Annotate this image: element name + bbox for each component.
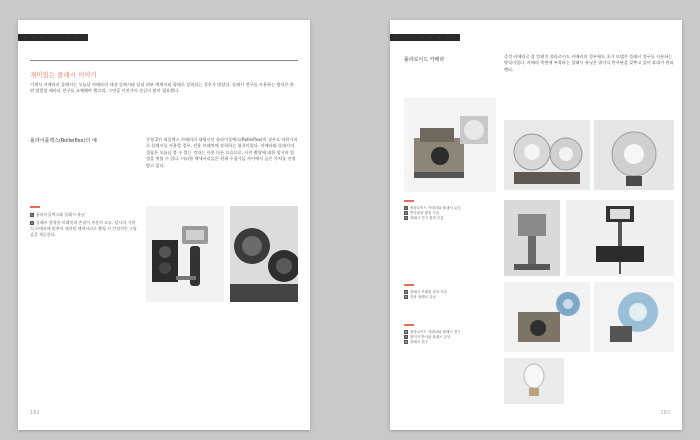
bracket-illustration (504, 200, 560, 276)
caption-bottom-number-7: 7 (405, 335, 407, 340)
flash-bulb-illustration (594, 120, 674, 190)
photo-flash-bulb (594, 120, 674, 190)
section-body: 중형 2안 리플렉스 카메라의 대명사인 롤라이플렉스(Rolleiflex)의 경우도 마찬가지로 플래시를 사용할 경우, 전용 브래킷에 장착하는 형식이었다. 카메라와 플래시의 결합은 오늘날 볼 수 있는 것과는 사뭇 다른 모습으로, 사진 촬영에 대한 당시의 열정을 엿볼 수 있다. 이러한 액세서리들은 현재 수집가들 사이에서 높은 가치를 인정받고 있다. (146, 137, 298, 168)
intro-text: 기계식 카메라의 플래시는 오늘날 카메라의 내장 플래시와 달리 외부 액세서리 형태로 장착되는 경우가 많았다. 플래시 전구를 사용하는 방식은 한 번 발광할 때마다 전구를 교체해야 했으며, 그만큼 사진가의 손길이 많이 필요했다. (30, 82, 294, 94)
caption-low-2 (404, 295, 496, 300)
photo-bracket (504, 200, 560, 276)
caption-number-2: 2 (31, 221, 33, 225)
caption-mid-1-text: 폴라로이드 카메라와 플래시 유닛 (410, 206, 461, 210)
caption-bottom-3 (404, 340, 496, 345)
polaroid-bulbs-illustration (504, 282, 590, 352)
flash-unit-illustration (566, 200, 674, 276)
caption-bottom-3-text: 플래시 전구 (410, 340, 429, 345)
caption-marker-low (404, 284, 414, 286)
caption-2-text: 플래시 장착용 브래킷과 손잡이 부분의 모습. 당시의 기계식 카메라에 맞추어 제작된 액세서리로 촬영 시 안정적인 그립감을 제공한다. (30, 220, 137, 237)
caption-number-1: 1 (31, 213, 33, 217)
top-rule (30, 60, 298, 61)
caption-mid-2-text: 반사판을 펼친 모습 (410, 211, 440, 216)
page-number-right: 183 (660, 410, 670, 416)
header-bar-right (390, 34, 460, 45)
caption-1 (30, 212, 138, 218)
camera-flash-illustration (146, 206, 224, 302)
page-number-left: 182 (30, 410, 40, 416)
caption-marker-bottom (404, 324, 414, 326)
caption-bottom-number-8: 8 (405, 340, 407, 345)
flash-open-illustration (504, 120, 590, 190)
caption-bottom-2-text: 접이식 반사판 플래시 유닛 (410, 335, 451, 340)
header-dots: · · · · · · · · · (24, 35, 80, 45)
caption-marker (30, 206, 40, 208)
section-subhead: 롤라이플렉스(Rolleiflex)의 예 (30, 138, 97, 144)
photo-rolleiflex-flash (146, 206, 224, 302)
polaroid-camera-illustration (404, 98, 496, 192)
caption-marker-right (404, 200, 414, 202)
bulb-illustration (504, 358, 564, 404)
header-bar (18, 34, 88, 45)
captions-mid (404, 206, 496, 222)
photo-polaroid-main (404, 98, 496, 192)
photo-flash-unit (566, 200, 674, 276)
photo-flash-open (504, 120, 590, 190)
left-page (18, 20, 310, 430)
caption-mid-number-2: 2 (405, 211, 407, 216)
caption-1-text: 롤라이플렉스와 플래시 유닛 (36, 212, 85, 217)
caption-2 (30, 220, 138, 238)
caption-mid-number-3: 3 (405, 216, 407, 221)
right-page (390, 20, 682, 430)
caption-mid-3-text: 플래시 전구 장착 부분 (410, 216, 444, 221)
caption-low-2-text: 전용 플래시 유닛 (410, 295, 436, 300)
caption-low-1-text: 플래시 브래킷 장착 모습 (410, 290, 448, 294)
right-subhead: 폴라로이드 카메라 (404, 57, 445, 63)
caption-bottom-1-text: 폴라로이드 카메라와 플래시 전구 (410, 330, 461, 334)
caption-mid-number-1: 1 (405, 206, 407, 210)
caption-bottom-number-6: 6 (405, 330, 407, 334)
camera-detail-illustration (230, 206, 298, 302)
captions-bottom (404, 330, 496, 346)
page-title: 재미있는 플래시 이야기 (30, 71, 97, 79)
caption-low-number-4: 4 (405, 290, 407, 294)
photo-detail (230, 206, 298, 302)
captions-low (404, 290, 496, 300)
photo-reflector (594, 282, 674, 352)
right-body: 즉석 카메라로 잘 알려진 폴라로이드 카메라의 경우에도 초기 모델은 플래시 전구를 사용하는 방식이었다. 카메라 측면에 부착하는 플래시 유닛은 접이식 반사판을 갖추고 있어 휴대가 편리했다. (504, 54, 674, 72)
photo-polaroid-bulbs (504, 282, 590, 352)
caption-low-number-5: 5 (405, 295, 407, 300)
caption-mid-3 (404, 216, 496, 221)
photo-bulb (504, 358, 564, 404)
reflector-illustration (594, 282, 674, 352)
header-dots-right: · · · · · · · · · (396, 35, 452, 45)
